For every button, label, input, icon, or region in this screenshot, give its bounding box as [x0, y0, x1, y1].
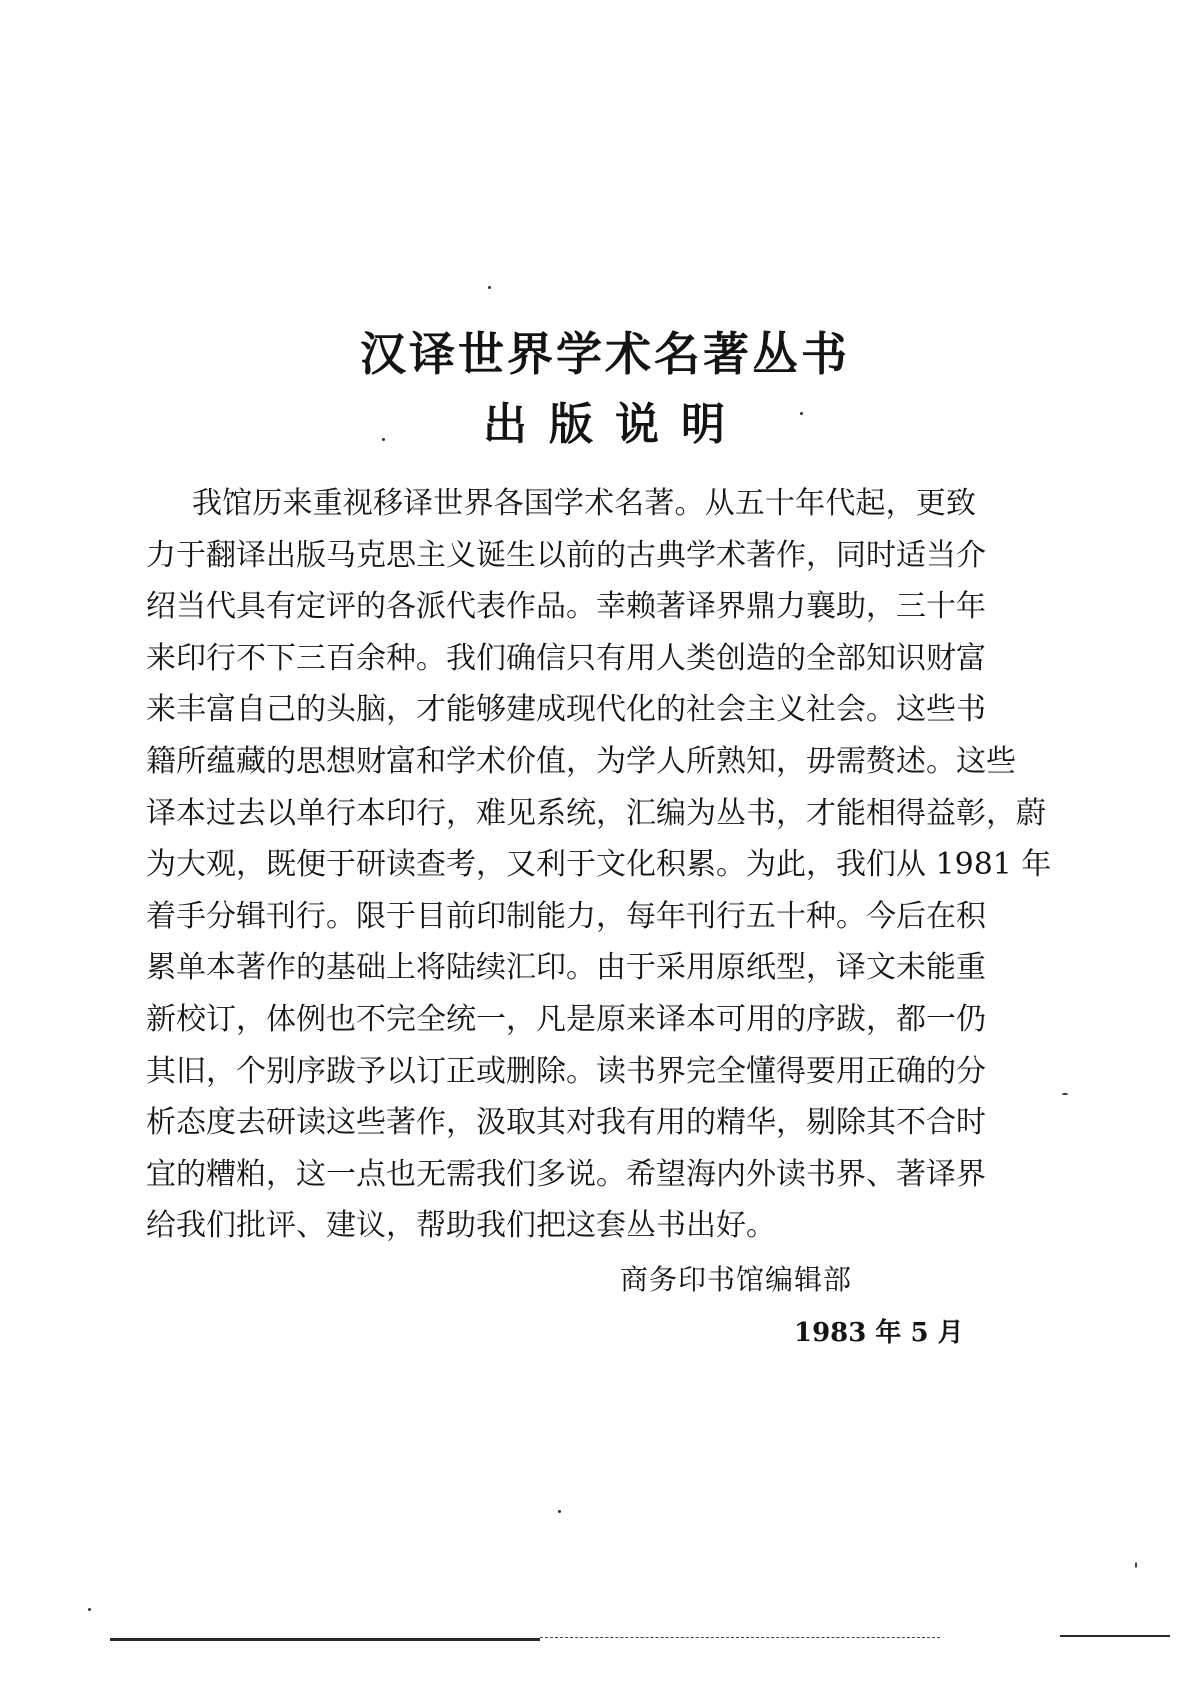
scan-speck [1135, 1562, 1137, 1568]
scan-speck [1062, 1093, 1068, 1095]
scan-speck [488, 286, 491, 289]
body-paragraph [146, 486, 1052, 1260]
scan-speck [88, 1608, 91, 1611]
scan-edge-line [110, 1638, 540, 1641]
paragraph-line: 我馆历来重视移译世界各国学术名著。从五十年代起，更致 [192, 486, 976, 521]
paragraph-line: 绍当代具有定评的各派代表作品。幸赖著译界鼎力襄助，三十年 [146, 589, 986, 625]
paragraph-line: 力于翻译出版马克思主义诞生以前的古典学术著作，同时适当介 [146, 537, 986, 573]
paragraph-line: 宜的糟粕，这一点也无需我们多说。希望海内外读书界、著译界 [146, 1156, 986, 1192]
page-title: 汉译世界学术名著丛书 [360, 327, 850, 381]
paragraph-line: 新校订，体例也不完全统一，凡是原来译本可用的序跋，都一仍 [146, 1001, 986, 1037]
paragraph-line: 来丰富自己的头脑，才能够建成现代化的社会主义社会。这些书 [146, 692, 986, 728]
page-subtitle: 出版说明 [483, 399, 747, 450]
paragraph-line: 译本过去以单行本印行，难见系统，汇编为丛书，才能相得益彰，蔚 [146, 795, 1046, 831]
paragraph-line: 析态度去研读这些著作，汲取其对我有用的精华，剔除其不合时 [146, 1105, 986, 1141]
scan-edge-line [540, 1637, 940, 1638]
scan-speck [382, 438, 385, 441]
paragraph-line: 累单本著作的基础上将陆续汇印。由于采用原纸型，译文未能重 [146, 950, 986, 986]
paragraph-line: 为大观，既便于研读查考，又利于文化积累。为此，我们从 1981 年 [146, 847, 1052, 883]
paragraph-line: 着手分辑刊行。限于目前印制能力，每年刊行五十种。今后在积 [146, 898, 986, 934]
paragraph-line: 籍所蕴藏的思想财富和学术价值，为学人所熟知，毋需赘述。这些 [146, 743, 1016, 779]
publisher-signature: 商务印书馆编辑部 [620, 1263, 853, 1296]
scan-edge-line [1060, 1635, 1170, 1637]
publication-date: 1983 年 5 月 [794, 1318, 964, 1348]
scan-speck [558, 1510, 561, 1513]
paragraph-line: 给我们批评、建议，帮助我们把这套丛书出好。 [146, 1208, 776, 1244]
paragraph-line: 其旧，个别序跋予以订正或删除。读书界完全懂得要用正确的分 [146, 1053, 986, 1089]
paragraph-line: 来印行不下三百余种。我们确信只有用人类创造的全部知识财富 [146, 640, 986, 676]
scan-speck [800, 412, 803, 415]
